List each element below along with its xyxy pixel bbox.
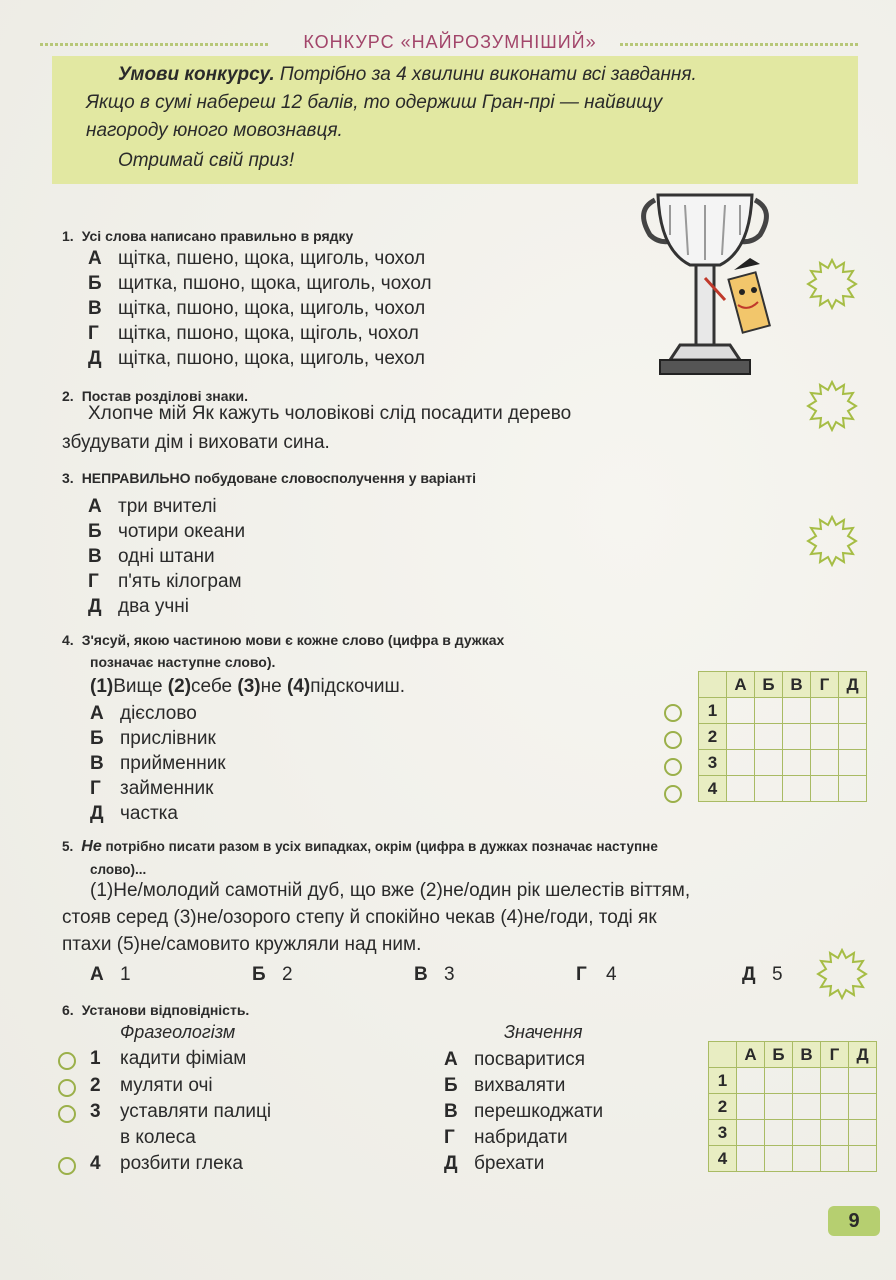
grid-cell[interactable]	[849, 1120, 877, 1146]
grid-row-header: 3	[709, 1120, 737, 1146]
score-badge-icon	[806, 258, 858, 310]
grid-col-header: Д	[839, 672, 867, 698]
contest-conditions	[52, 56, 858, 184]
q6-left-item: 3 уставляти палиці	[90, 1101, 272, 1122]
grid-row-header: 2	[699, 724, 727, 750]
q6-answer-circle[interactable]	[58, 1052, 76, 1070]
grid-cell[interactable]	[811, 750, 839, 776]
grid-cell[interactable]	[839, 724, 867, 750]
conditions-line-2: Якщо в сумі набереш 12 балів, то одержиш Гран-прі — найвищу	[86, 92, 663, 113]
q4-option-d: Д частка	[90, 803, 178, 824]
q4-answer-circle[interactable]	[664, 785, 682, 803]
grid-cell[interactable]	[755, 750, 783, 776]
grid-cell[interactable]	[839, 776, 867, 802]
q5-text-line-3: птахи (5)не/самовито кружляли над ним.	[62, 934, 422, 955]
question-5-prompt: 5. Не потрібно писати разом в усіх випадках, окрім (цифра в дужках позначає наступне	[62, 838, 658, 855]
grid-cell[interactable]	[793, 1146, 821, 1172]
score-badge-icon	[806, 380, 858, 432]
grid-cell[interactable]	[737, 1146, 765, 1172]
q3-option-v[interactable]: В одні штани	[88, 546, 215, 567]
q4-answer-circle[interactable]	[664, 704, 682, 722]
q6-answer-grid	[708, 1041, 877, 1172]
grid-row-header: 4	[699, 776, 727, 802]
q4-answer-circle[interactable]	[664, 758, 682, 776]
grid-cell[interactable]	[783, 776, 811, 802]
grid-cell[interactable]	[737, 1094, 765, 1120]
question-1-prompt: 1. Усі слова написано правильно в рядку	[62, 228, 354, 244]
grid-row-header: 1	[709, 1068, 737, 1094]
grid-cell[interactable]	[849, 1146, 877, 1172]
q1-option-b[interactable]: Б щитка, пшоно, щока, щиголь, чохол	[88, 273, 432, 294]
grid-corner	[709, 1042, 737, 1068]
grid-cell[interactable]	[811, 724, 839, 750]
q3-option-h[interactable]: Г п'ять кілограм	[88, 571, 242, 592]
question-5-prompt-2: слово)...	[90, 862, 147, 877]
q5-answer-b[interactable]: Б 2	[252, 964, 293, 985]
grid-cell[interactable]	[839, 698, 867, 724]
grid-cell[interactable]	[727, 776, 755, 802]
grid-cell[interactable]	[783, 724, 811, 750]
score-badge-icon	[806, 515, 858, 567]
grid-col-header: Б	[765, 1042, 793, 1068]
q6-right-item: Д брехати	[444, 1153, 545, 1174]
q3-option-d[interactable]: Д два учні	[88, 596, 189, 617]
q5-answer-a[interactable]: А 1	[90, 964, 131, 985]
grid-cell[interactable]	[737, 1068, 765, 1094]
grid-col-header: А	[737, 1042, 765, 1068]
grid-cell[interactable]	[755, 698, 783, 724]
grid-cell[interactable]	[793, 1068, 821, 1094]
grid-corner	[699, 672, 727, 698]
grid-cell[interactable]	[755, 776, 783, 802]
q6-right-item: Г набридати	[444, 1127, 568, 1148]
q6-column-head-phraseology: Фразеологізм	[120, 1022, 236, 1042]
q6-left-item: 2 муляти очі	[90, 1075, 213, 1096]
grid-col-header: В	[783, 672, 811, 698]
grid-cell[interactable]	[765, 1120, 793, 1146]
q6-left-item: 1 кадити фіміам	[90, 1048, 247, 1069]
grid-cell[interactable]	[821, 1146, 849, 1172]
grid-cell[interactable]	[811, 698, 839, 724]
contest-title: КОНКУРС «НАЙРОЗУМНІШИЙ»	[303, 32, 597, 52]
q4-option-v: В прийменник	[90, 753, 226, 774]
grid-col-header: Г	[821, 1042, 849, 1068]
grid-col-header: Д	[849, 1042, 877, 1068]
q4-sentence: (1)Вище (2)себе (3)не (4)підскочиш.	[90, 676, 406, 697]
score-badge-icon	[816, 948, 868, 1000]
q5-text-line-2: стояв серед (3)не/озорого степу й спокійно чекав (4)не/годи, тоді як	[62, 907, 657, 928]
grid-row-header: 1	[699, 698, 727, 724]
q6-answer-circle[interactable]	[58, 1157, 76, 1175]
grid-cell[interactable]	[783, 698, 811, 724]
q4-option-h: Г займенник	[90, 778, 214, 799]
q1-option-a[interactable]: А щітка, пшено, щока, щиголь, чохол	[88, 248, 426, 269]
grid-cell[interactable]	[821, 1068, 849, 1094]
question-4-prompt: 4. З'ясуй, якою частиною мови є кожне слово (цифра в дужках	[62, 632, 505, 648]
grid-row-header: 2	[709, 1094, 737, 1120]
q6-answer-circle[interactable]	[58, 1079, 76, 1097]
q4-answer-circle[interactable]	[664, 731, 682, 749]
conditions-line-1: Умови конкурсу. Потрібно за 4 хвилини виконати всі завдання.	[118, 64, 697, 85]
grid-cell[interactable]	[793, 1120, 821, 1146]
q4-answer-grid	[698, 671, 867, 802]
grid-col-header: Г	[811, 672, 839, 698]
q1-option-h[interactable]: Г щітка, пшоно, щока, щіголь, чохол	[88, 323, 419, 344]
contest-header	[40, 30, 860, 58]
conditions-line-3: нагороду юного мовознавця.	[86, 120, 343, 141]
grid-cell[interactable]	[849, 1094, 877, 1120]
q1-option-d[interactable]: Д щітка, пшоно, щока, щиголь, чехол	[88, 348, 425, 369]
grid-cell[interactable]	[793, 1094, 821, 1120]
grid-col-header: В	[793, 1042, 821, 1068]
conditions-line-4: Отримай свій приз!	[118, 150, 295, 171]
question-6-prompt: 6. Установи відповідність.	[62, 1002, 250, 1018]
page-number: 9	[828, 1206, 880, 1236]
q4-option-a: А дієслово	[90, 703, 197, 724]
grid-cell[interactable]	[737, 1120, 765, 1146]
q2-text-line-1: Хлопче мій Як кажуть чоловікові слід посадити дерево	[88, 403, 572, 424]
grid-cell[interactable]	[727, 698, 755, 724]
q6-column-head-meaning: Значення	[504, 1022, 583, 1042]
question-3-prompt: 3. НЕПРАВИЛЬНО побудоване словосполучення у варіанті	[62, 470, 477, 486]
q3-option-b[interactable]: Б чотири океани	[88, 521, 246, 542]
grid-cell[interactable]	[765, 1068, 793, 1094]
grid-cell[interactable]	[821, 1120, 849, 1146]
grid-cell[interactable]	[765, 1146, 793, 1172]
grid-row-header: 4	[709, 1146, 737, 1172]
q6-left-item: 4 розбити глека	[90, 1153, 243, 1174]
q6-right-item: Б вихваляти	[444, 1075, 566, 1096]
grid-cell[interactable]	[783, 750, 811, 776]
q5-answer-h[interactable]: Г 4	[576, 964, 617, 985]
grid-cell[interactable]	[727, 724, 755, 750]
grid-cell[interactable]	[811, 776, 839, 802]
q6-left-item: в колеса	[120, 1127, 196, 1148]
q5-answer-d[interactable]: Д 5	[742, 964, 783, 985]
grid-cell[interactable]	[821, 1094, 849, 1120]
grid-cell[interactable]	[849, 1068, 877, 1094]
q1-option-v[interactable]: В щітка, пшоно, щока, щиголь, чохол	[88, 298, 426, 319]
grid-cell[interactable]	[765, 1094, 793, 1120]
grid-cell[interactable]	[727, 750, 755, 776]
grid-row-header: 3	[699, 750, 727, 776]
q3-option-a[interactable]: А три вчителі	[88, 496, 217, 517]
question-2-prompt: 2. Постав розділові знаки.	[62, 388, 249, 404]
grid-col-header: А	[727, 672, 755, 698]
grid-col-header: Б	[755, 672, 783, 698]
q6-right-item: А посваритися	[444, 1049, 586, 1070]
grid-cell[interactable]	[755, 724, 783, 750]
q4-option-b: Б прислівник	[90, 728, 216, 749]
trophy-icon	[630, 180, 780, 380]
q6-right-item: В перешкоджати	[444, 1101, 604, 1122]
q5-text-line-1: (1)Не/молодий самотній дуб, що вже (2)не/один рік шелестів віттям,	[90, 880, 691, 901]
q5-answer-v[interactable]: В 3	[414, 964, 455, 985]
q2-text-line-2: збудувати дім і виховати сина.	[62, 432, 330, 453]
q6-answer-circle[interactable]	[58, 1105, 76, 1123]
question-4-prompt-2: позначає наступне слово).	[90, 654, 276, 670]
grid-cell[interactable]	[839, 750, 867, 776]
